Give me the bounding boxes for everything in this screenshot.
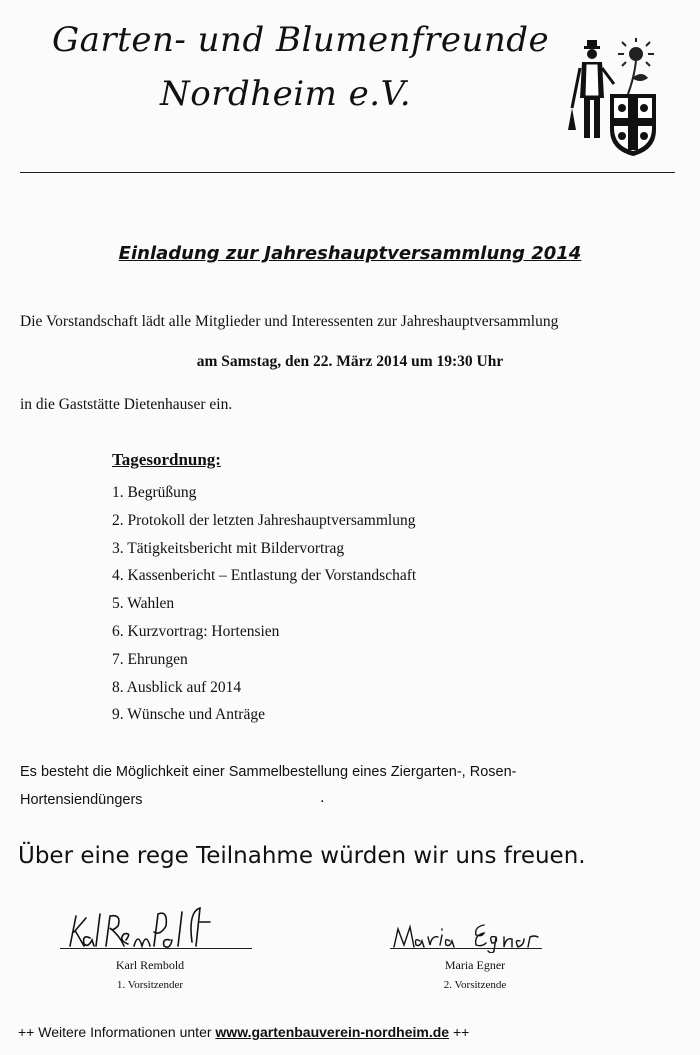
intro-text: Die Vorstandschaft lädt alle Mitglieder und Interessenten zur Jahreshauptversammlung: [20, 313, 559, 330]
agenda-item: 9. Wünsche und Anträge: [112, 706, 265, 724]
agenda-item: 4. Kassenbericht – Entlastung der Vorstandschaft: [112, 567, 417, 585]
gardener-sunflower-crest-icon: [566, 38, 662, 158]
crest-icon: [610, 94, 656, 156]
meeting-date: am Samstag, den 22. März 2014 um 19:30 Uhr: [196, 353, 504, 370]
club-name-line2: Nordheim e.V.: [160, 74, 412, 114]
agenda-list: [112, 484, 416, 734]
footer: [18, 1024, 469, 1040]
agenda-item: 1. Begrüßung: [112, 484, 197, 501]
club-name-line1: Garten- und Blumenfreunde: [52, 20, 550, 60]
venue-text: in die Gaststätte Dietenhauser ein.: [20, 396, 233, 413]
agenda-item: 7. Ehrungen: [112, 650, 188, 668]
signature-karl-rembold: [60, 902, 240, 952]
note-line2: Hortensiendüngers: [20, 792, 143, 808]
signer-name: Karl Rembold: [115, 958, 185, 972]
agenda-title: Tagesordnung:: [112, 450, 221, 469]
footer-suffix: ++: [449, 1024, 470, 1040]
signature-line: [60, 948, 252, 949]
signature-line: [390, 948, 542, 949]
signer-role: 1. Vorsitzender: [116, 979, 184, 991]
header-divider: [20, 172, 675, 173]
closing-sentence: Über eine rege Teilnahme würden wir uns freuen.: [18, 843, 586, 869]
sunflower-icon: [618, 38, 654, 94]
footer-prefix: ++ Weitere Informationen unter: [18, 1024, 216, 1040]
signer-name: Maria Egner: [444, 958, 506, 972]
signer-role: 2. Vorsitzende: [443, 979, 507, 991]
agenda-item: 2. Protokoll der letzten Jahreshauptversammlung: [112, 511, 416, 529]
document-heading: Einladung zur Jahreshauptversammlung 2014: [118, 243, 582, 264]
website-link[interactable]: www.gartenbauverein-nordheim.de: [215, 1024, 450, 1040]
agenda-item: 5. Wahlen: [112, 595, 175, 613]
agenda-item: 3. Tätigkeitsbericht mit Bildervortrag: [112, 539, 345, 557]
note-line1: Es besteht die Möglichkeit einer Sammelbestellung eines Ziergarten-, Rosen-: [20, 764, 517, 780]
agenda-item: 8. Ausblick auf 2014: [112, 678, 242, 696]
agenda-item: 6. Kurzvortrag: Hortensien: [112, 622, 280, 640]
stray-dot: .: [320, 790, 325, 806]
gardener-icon: [568, 40, 614, 138]
